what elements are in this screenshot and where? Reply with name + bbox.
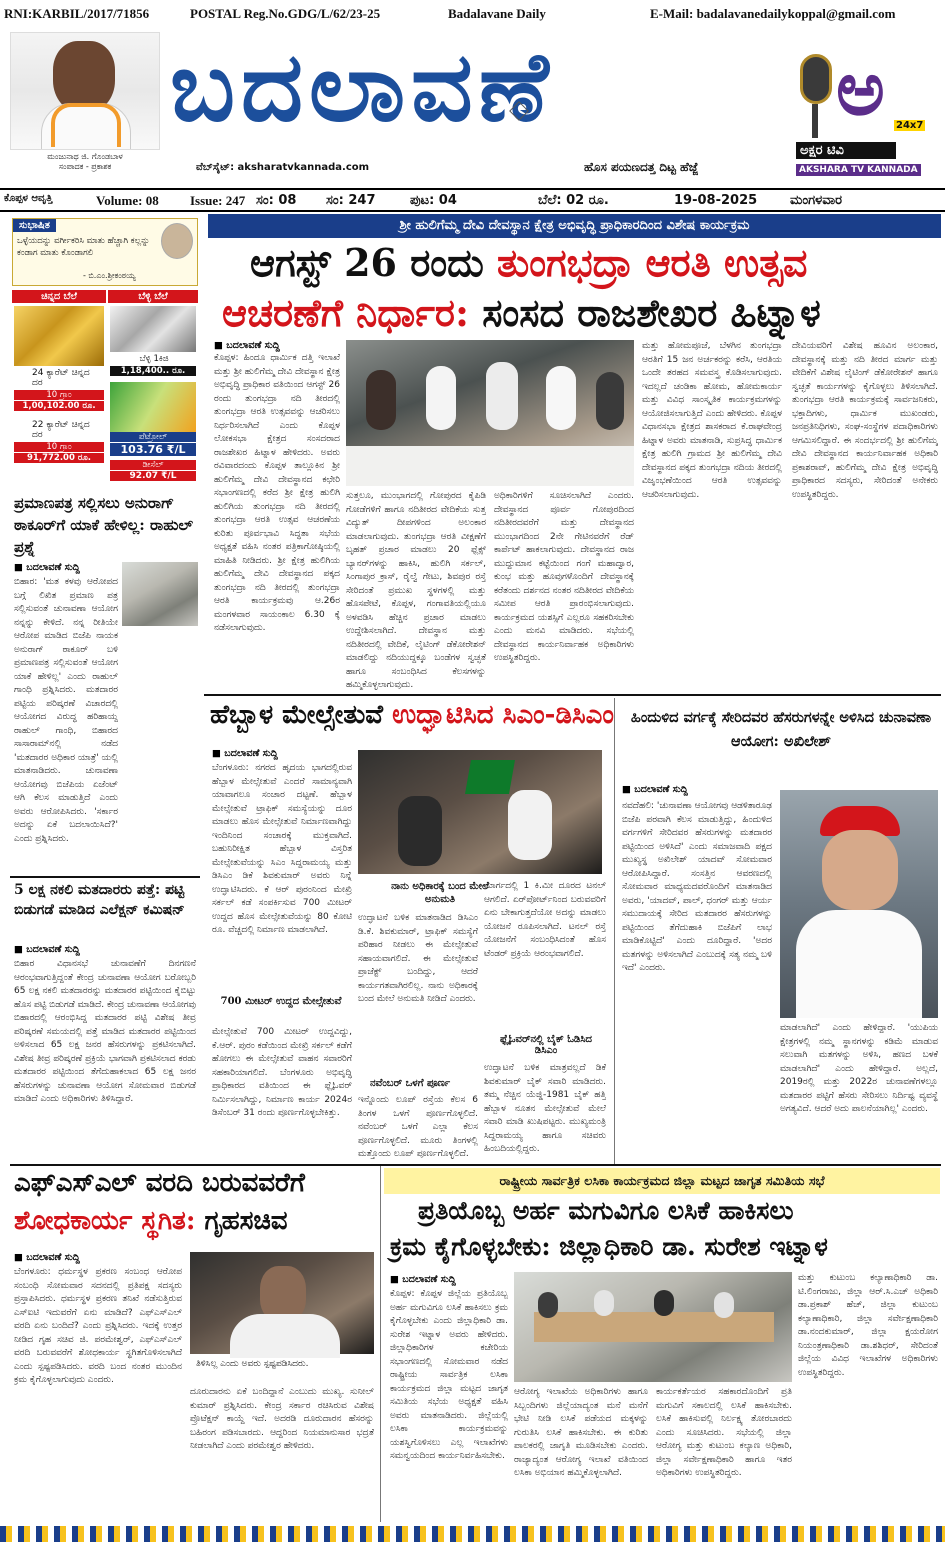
diesel-label: ಡೀಸೆಲ್: [110, 460, 196, 470]
fsl-caption: ತಿಳಿಸಿಲ್ಲ ಎಂದು ಅವರು ಸ್ಪಷ್ಟಪಡಿಸಿದರು.: [196, 1359, 309, 1369]
lead-headline-1: [250, 240, 807, 286]
sam-2: ಸಂ: 247: [326, 193, 376, 208]
hebbal-headline-b: ಉದ್ಘಾಟಿಸಿದ ಸಿಎಂ-ಡಿಸಿಎಂ: [392, 700, 614, 730]
gold22-qty: 10 ಗ್ರಾಂ: [14, 442, 104, 452]
fsl-headline-2: [14, 1206, 288, 1237]
email: E-Mail: badalavanedailykoppal@gmail.com: [650, 6, 896, 21]
hebbal-col1: ಬೆಂಗಳೂರು: ನಗರದ ಹೃದಯ ಭಾಗದಲ್ಲಿರುವ ಹೆಬ್ಬಾಳ ಮೇಲ್ಸೇತುವೆ ಎಂದರೆ ಸಾಮಾನ್ಯವಾಗಿ ಯಾವಾಗಲೂ ಸಂಚಾರ ದಟ್ಟಣೆ. ಹೆಬ್ಬಾಳ ಮೇಲ್ಸೇತುವೆ ಟ್ರಾಫಿಕ್ ಸಮಸ್ಯೆಯನ್ನು ದೂರ ಮಾಡಲು ಹೊಸ ಮೇಲ್ಸೇತುವೆ ನಿರ್ಮಾಣವಾಗಿದ್ದು ಇಂದಿನಿಂದ ಸಂಚಾರಕ್ಕೆ ಮುಕ್ತವಾಗಿದೆ. ಬಹುನಿರೀಕ್ಷಿತ ಹೆಬ್ಬಾಳ ವಿಸ್ತರಿತ ಮೇಲ್ಸೇತುವೆಯನ್ನು ಸಿಎಂ ಸಿದ್ದರಾಮಯ್ಯ ಮತ್ತು ಡಿಸಿಎಂ ಡಿಕೆ ಶಿವಕುಮಾರ್ ಅವರು ನಿನ್ನೆ ಉದ್ಘಾಟಿಸಿದರು. ಕೆ ಆರ್ ಪುರಂನಿಂದ ಮೇಖ್ರಿ ಸರ್ಕಲ್ ಕಡೆ ಸಂಪರ್ಕಿಸುವ 700 ಮೀಟರ್ ಉದ್ದದ ಹೊಸ ಮೇಲ್ಸೇತುವೆಯನ್ನು 80 ಕೋಟಿ ರೂ. ವೆಚ್ಚದಲ್ಲಿ ನಿರ್ಮಾಣ ಮಾಡಲಾಗಿದೆ.: [212, 763, 352, 935]
hebbal-headline-a: ಹೆಬ್ಬಾಳ ಮೇಲ್ಸೇತುವೆ: [210, 700, 384, 730]
akhilesh-headline: ಹಿಂದುಳಿದ ವರ್ಗಕ್ಕೆ ಸೇರಿದವರ ಹೆಸರುಗಳನ್ನೇ ಅಳಿಸಿದ ಚುನಾವಣಾ ಆಯೋಗ: ಅಖಿಲೇಶ್: [630, 709, 932, 750]
tv-label: ಅಕ್ಷರ ಟಿವಿ: [796, 142, 896, 159]
rni-number: RNI:KARBIL/2017/71856: [4, 6, 150, 21]
hebbal-col3b: ಉದ್ಘಾಟನೆ ಬಳಿಕ ಮಾತ್ರವಲ್ಲದೆ ಡಿಕೆ ಶಿವಕುಮಾರ್ ಬೈಕ್ ಸವಾರಿ ಮಾಡಿದರು. ತಮ್ಮ ನೆಚ್ಚಿನ ಯೆಜ್ಡಿ-1981 ಬೈಕ್ ಹತ್ತಿ ಹೆಬ್ಬಾಳ ನೂತನ ಮೇಲ್ಸೇತುವೆ ಮೇಲೆ ಸವಾರಿ ಮಾಡಿ ಖುಷಿಪಟ್ಟರು. ಮುಖ್ಯಮಂತ್ರಿ ಸಿದ್ದರಾಮಯ್ಯ ಹಾಗೂ ಸಚಿವರು ಹಿಂಬದಿಯಲ್ಲಿದ್ದರು.: [484, 1063, 606, 1154]
subhashita-text: ಒಳ್ಳೆಯದನ್ನು ವರ್ಗೀಕರಿಸಿ ಮಾತು ಹೆಚ್ಚಾಗಿ ಕಲ್ಲನ್ನು ಕಂಡಾಗ ಮಾತು ಕೊಂಡಾಗಲಿ: [17, 236, 150, 258]
petrol-price: 103.76 ₹/L: [110, 443, 196, 456]
paper-english-name: Badalavane Daily: [448, 6, 546, 21]
fsl-photo: [190, 1252, 374, 1354]
gold24-qty: 10 ಗ್ರಾಂ: [14, 390, 104, 400]
silver-price: 1,18,400.. ರೂ.: [110, 366, 196, 376]
subhashita-box: [12, 218, 198, 286]
date: 19-08-2025: [674, 193, 758, 208]
fsl-byline: ■ ಬದಲಾವಣೆ ಸುದ್ದಿ: [14, 1252, 80, 1263]
hebbal-caption: ನಾನು ಅಧಿಕಾರಕ್ಕೆ ಬಂದ ಮೇಲೆ ಅನುಮತಿ: [391, 881, 489, 905]
day: ಮಂಗಳವಾರ: [790, 193, 843, 208]
lead-col2: ಸುತ್ತಲೂ, ಮುಂಭಾಗದಲ್ಲಿ ಗೋಪುರದ ಕೈಪಿಡಿ ಗೋಡೆಗಳಿಗೆ ಹಾಗೂ ನದಿತೀರದ ವೇದಿಕೆಯ ಸುತ್ತ ವಿದ್ಯುತ್ ದೀಪಗಳಿಂದ ಅಲಂಕಾರ ಮಾಡಲಾಗುವುದು. ತುಂಗಭದ್ರಾ ಆರತಿ ವೀಕ್ಷಣೆಗೆ ಬೃಹತ್ ಪ್ರಚಾರ ಮಾಡಲು 20 ಫ್ಲೆಕ್ಸ್ ಬ್ಯಾನರ್‌ಗಳನ್ನು ಹಾಕಿಸಿ, ಹುಲಿಗಿ ಸರ್ಕಲ್, ಸಿಂಗಾಪುರ ಕ್ರಾಸ್, ರೈಲ್ವೆ ಗೇಟು, ಶಿವಪುರ ರಸ್ತೆ ಸೇರಿದಂತೆ ಪ್ರಮುಖ ಸ್ಥಳಗಳಲ್ಲಿ ಮತ್ತು ಹೊಸಪೇಟೆ, ಕೊಪ್ಪಳ, ಗಂಗಾವತಿಯಲ್ಲಿಯೂ ಅಳವಡಿಸಿ ಹೆಚ್ಚಿನ ಪ್ರಚಾರ ಮಾಡಲು ಉದ್ದೇಶಿಸಲಾಗಿದೆ. ದೇವಸ್ಥಾನ ಮತ್ತು ನದಿತೀರದಲ್ಲಿ ವೇದಿಕೆ, ಲೈಟಿಂಗ್ ಡೆಕೋರೇಶನ್ ಮಾಡಲಿದ್ದು ನದಿಯುದ್ದಕ್ಕೂ ಬಂಡೆಗಳ ಸ್ವಚ್ಛತೆ ಹಾಗೂ ಸಂಬಂಧಿಸಿದ ಕೆಲಸಗಳನ್ನು ಹಮ್ಮಿಕೊಳ್ಳಲಾಗುವುದು.: [346, 491, 486, 690]
lead-photo: [346, 340, 634, 486]
edition: ಕೊಪ್ಪಳ ಆವೃತ್ತಿ: [4, 193, 53, 204]
akshara-tv-logo: [790, 46, 940, 182]
lead-kicker: ಶ್ರೀ ಹುಲಿಗೆಮ್ಮ ದೇವಿ ದೇವಸ್ಥಾನ ಕ್ಷೇತ್ರ ಅಭಿವೃದ್ಧಿ ಪ್ರಾಧಿಕಾರದಿಂದ ವಿಶೇಷ ಕಾರ್ಯಕ್ರಮ: [208, 214, 941, 238]
fsl-vaccine-rule: [380, 1166, 381, 1522]
pages: ಪುಟ: 04: [410, 193, 457, 208]
vaccine-byline: ■ ಬದಲಾವಣೆ ಸುದ್ದಿ: [390, 1274, 456, 1285]
gold-title: ಚಿನ್ನದ ಬೆಲೆ: [12, 290, 106, 303]
fuel-pump-image: [110, 382, 196, 432]
vaccine-col4: ಮತ್ತು ಕುಟುಂಬ ಕಲ್ಯಾಣಾಧಿಕಾರಿ ಡಾ. ಟಿ.ಲಿಂಗರಾಜು, ಜಿಲ್ಲಾ ಆರ್.ಸಿ.ಎಚ್ ಅಧಿಕಾರಿ ಡಾ.ಪ್ರಕಾಶ್ ಹೆಚ್, ಜಿಲ್ಲಾ ಕುಟುಂಬ ಕಲ್ಯಾಣಾಧಿಕಾರಿ, ಜಿಲ್ಲಾ ಸರ್ವೇಕ್ಷಣಾಧಿಕಾರಿ ಡಾ.ನಂದಕುಮಾರ್, ಜಿಲ್ಲಾ ಕ್ಷಯರೋಗ ನಿಯಂತ್ರಣಾಧಿಕಾರಿ ಡಾ.ಶಶಿಧರ್, ಸೇರಿದಂತೆ ಜಿಲ್ಲೆಯ ವಿವಿಧ ಇಲಾಖೆಗಳ ಅಧಿಕಾರಿಗಳು ಉಪಸ್ಥಿತರಿದ್ದರು.: [798, 1273, 938, 1378]
subhashita-title: ಸುಭಾಷಿತ: [13, 219, 56, 232]
hebbal-col2b: ಇನ್ನೊಂದು ಲೂಪ್ ರಸ್ತೆಯ ಕೆಲಸ 6 ತಿಂಗಳ ಒಳಗೆ ಪೂರ್ಣಗೊಳ್ಳಲಿದೆ. ನವೆಂಬರ್ ಒಳಗೆ ಎಲ್ಲಾ ಕೆಲಸ ಪೂರ್ಣಗೊಳ್ಳಲಿದೆ. ಮೂರು ತಿಂಗಳಲ್ಲಿ ಮತ್ತೊಂದು ಲೂಪ್ ಪೂರ್ಣಗೊಳ್ಳಲಿದೆ.: [358, 1095, 478, 1159]
issue-number: Issue: 247: [190, 193, 246, 208]
hebbal-photo: [358, 750, 602, 874]
hebbal-subhead-2: ನವೆಂಬರ್ ಒಳಗೆ ಪೂರ್ಣ: [370, 1078, 451, 1089]
gold24-price: 1,00,102.00 ರೂ.: [14, 401, 104, 411]
hebbal-akhilesh-rule: [614, 698, 615, 1164]
lead-headline-2a: ಆಚರಣೆಗೆ ನಿರ್ಧಾರ:: [222, 290, 470, 335]
editor-caption: ಮಂಜುನಾಥ ಜಿ. ಗೊಂಡಬಾಳ ಸಂಪಾದಕ - ಪ್ರಕಾಶಕ: [47, 152, 123, 171]
sam-1: ಸಂ: 08: [256, 193, 297, 208]
rahul-story: [10, 490, 200, 868]
tv-logo-glyph: ಅ: [836, 46, 885, 132]
fsl-headline-2a: ಶೋಧಕಾರ್ಯ ಸ್ಥಗಿತ:: [14, 1206, 196, 1236]
vaccine-col2: ಆರೋಗ್ಯ ಇಲಾಖೆಯ ಅಧಿಕಾರಿಗಳು ಹಾಗೂ ಸಿಬ್ಬಂದಿಗಳು ಜಿಲ್ಲೆಯಾದ್ಯಂತ ಮನೆ ಮನೆಗೆ ಭೇಟಿ ನೀಡಿ ಲಸಿಕೆ ಪಡೆಯದ ಮಕ್ಕಳನ್ನು ಗುರುತಿಸಿ ಲಸಿಕೆ ಹಾಕಿಸಬೇಕು. ಈ ಕುರಿತು ಪಾಲಕರಲ್ಲಿ ಜಾಗೃತಿ ಮೂಡಿಸಬೇಕು ಎಂದರು. ರಾಜ್ಯಾದ್ಯಂತ ಆರೋಗ್ಯ ಇಲಾಖೆ ವತಿಯಿಂದ ಲಸಿಕಾ ಅಭಿಯಾನ ಹಮ್ಮಿಕೊಳ್ಳಲಾಗಿದೆ.: [514, 1387, 648, 1478]
lead-headline-2: [222, 290, 821, 336]
volume: Volume: 08: [96, 193, 159, 208]
issue-bar: [0, 188, 945, 212]
silver-qty: ಬೆಳ್ಳಿ 1ಕಿಜಿ: [139, 354, 169, 364]
lead-headline-2b: ಸಂಸದ ರಾಜಶೇಖರ ಹಿಟ್ನಾಳ: [482, 290, 821, 335]
akhilesh-photo: [780, 790, 938, 1018]
hebbal-subhead-1: 700 ಮೀಟರ್ ಉದ್ದದ ಮೇಲ್ಸೇತುವೆ: [220, 996, 342, 1007]
akhilesh-text1: ನವದೆಹಲಿ: 'ಚುನಾವಣಾ ಆಯೋಗವು ಆಡಳಿತಾರೂಢ ಬಿಜೆಪಿ ಪರವಾಗಿ ಕೆಲಸ ಮಾಡುತ್ತಿದ್ದು, ಹಿಂದುಳಿದ ವರ್ಗಗಳಿಗೆ ಸೇರಿದವರ ಹೆಸರುಗಳನ್ನು ಮತದಾರರ ಪಟ್ಟಿಯಿಂದ ಅಳಿಸಿದೆ' ಎಂದು ಸಮಾಜವಾದಿ ಪಕ್ಷದ ಮುಖ್ಯಸ್ಥ ಅಖಿಲೇಶ್ ಯಾದವ್ ಸೋಮವಾರ ಆರೋಪಿಸಿದ್ದಾರೆ. ಸಂಸತ್ತಿನ ಆವರಣದಲ್ಲಿ ಸೋಮವಾರ ಮಾಧ್ಯಮದವರೊಂದಿಗೆ ಮಾತನಾಡಿದ ಅವರು, 'ಯಾದವ್, ಪಾಲ್, ಧಂಗರ್ ಮತ್ತು ಆರ್ಯ ಸಮುದಾಯಕ್ಕೆ ಸೇರಿದ ಮತದಾರರ ಹೆಸರುಗಳನ್ನು ಪಟ್ಟಿಯಿಂದ ತೆಗೆದುಹಾಕಿ ಬಿಜೆಪಿಗೆ ಲಾಭ ಮಾಡಿಕೊಟ್ಟಿದೆ' ಎಂದು ದೂರಿದ್ದಾರೆ. 'ಅದರ ಮತಗಳನ್ನು ಅಳಿಸಲಾಗಿದೆ ಎಂಬುದಕ್ಕೆ ಸತ್ಯ ನಮ್ಮ ಬಳಿ ಇದೆ' ಎಂದರು.: [622, 801, 772, 973]
fsl-text: ಬೆಂಗಳೂರು: ಧರ್ಮಸ್ಥಳ ಪ್ರಕರಣ ಸಂಬಂಧ ಆರೋಪ ಸಂಬಂಧಿ ಸೋಮವಾರ ಸದನದಲ್ಲಿ ಪ್ರತಿಪಕ್ಷ ಸದಸ್ಯರು ಪ್ರಸ್ತಾಪಿಸಿದರು. ಧರ್ಮಸ್ಥಳ ಪ್ರಕರಣ ತನಿಖೆ ನಡೆಸುತ್ತಿರುವ ಎಸ್‌ಐಟಿ ಇದುವರೆಗೆ ಏನು ಮಾಡಿದೆ? ಎಫ್‌ಎಸ್‌ಎಲ್ ವರದಿ ಏನು ಬಂದಿದೆ? ಎಂದು ಪ್ರಶ್ನಿಸಿದರು. ಇದಕ್ಕೆ ಉತ್ತರ ನೀಡಿದ ಗೃಹ ಸಚಿವ ಜಿ. ಪರಮೇಶ್ವರ್, ಎಫ್‌ಎಸ್‌ಎಲ್ ವರದಿ ಬರುವವರೆಗೆ ಶೋಧಕಾರ್ಯ ಸ್ಥಗಿತಗೊಳಿಸಲಾಗಿದೆ ಎಂದು ಸ್ಪಷ್ಟಪಡಿಸಿದರು. ವರದಿ ಬಂದ ನಂತರ ಮುಂದಿನ ಕ್ರಮ ಕೈಗೊಳ್ಳಲಾಗುವುದು ಎಂದರು.: [14, 1267, 182, 1385]
gold22-price: 91,772.00 ರೂ.: [14, 453, 104, 463]
petrol-label: ಪೆಟ್ರೋಲ್: [110, 432, 196, 442]
bottom-border-strip: [0, 1526, 945, 1542]
silver-bars-image: [110, 306, 196, 352]
subhashita-author: - ಬಿ.ಎಂ.ಶ್ರೀಕಂಠಯ್ಯ: [83, 271, 136, 280]
hebbal-col2: ಉದ್ಘಾಟನೆ ಬಳಿಕ ಮಾತನಾಡಿದ ಡಿಸಿಎಂ ಡಿ.ಕೆ. ಶಿವಕುಮಾರ್, ಟ್ರಾಫಿಕ್ ಸಮಸ್ಯೆಗೆ ಪರಿಹಾರ ನೀಡಲು ಈ ಮೇಲ್ಸೇತುವೆ ಸಹಾಯವಾಗಲಿದೆ. ಈ ಮೇಲ್ಸೇತುವೆ ಪ್ರಾಜೆಕ್ಟ್ ಬಂದಿದ್ದು, ಆದರೆ ಕಾರ್ಯಗತವಾಗಿರಲಿಲ್ಲ. ನಾನು ಅಧಿಕಾರಕ್ಕೆ ಬಂದ ಮೇಲೆ ಅನುಮತಿ ನೀಡಿದೆ ಎಂದರು.: [358, 913, 478, 1004]
fake-voters-text: ಬಿಹಾರ ವಿಧಾನಸಭೆ ಚುನಾವಣೆಗೆ ದಿನಗಣನೆ ಆರಂಭವಾಗುತ್ತಿದ್ದಂತೆ ಕೇಂದ್ರ ಚುನಾವಣಾ ಆಯೋಗ ಬರೋಬ್ಬರಿ 65 ಲಕ್ಷ ನಕಲಿ ಮತದಾರರನ್ನು ಮತದಾರರ ಪಟ್ಟಿಯಿಂದ ಕೈಬಿಟ್ಟು ಹೊಸ ಪಟ್ಟಿ ಬಿಡುಗಡೆ ಮಾಡಿದೆ. ಕೇಂದ್ರ ಚುನಾವಣಾ ಆಯೋಗವು ಬಿಹಾರದಲ್ಲಿ ಆರಂಭಿಸಿದ್ದ ಮತದಾರರ ಪಟ್ಟಿ ವಿಶೇಷ ತೀವ್ರ ಪರಿಷ್ಕರಣೆ ಸಮಯದಲ್ಲಿ ಪತ್ತೆ ಮಾಡಿದ ಮತದಾರರ ಪಟ್ಟಿಯಿಂದ ಅಳಿಸಲಾದ 65 ಲಕ್ಷ ಜನರ ಹೆಸರುಗಳನ್ನು ಪ್ರಕಟಿಸಲಾಗಿದೆ. ವಿಶೇಷ ತೀವ್ರ ಪರಿಷ್ಕರಣೆ ಪ್ರಕ್ರಿಯೆ ಭಾಗವಾಗಿ ಪ್ರಕಟಿಸಲಾದ ಕರಡು ಮತದಾರರ ಪಟ್ಟಿಯಿಂದ ತೆಗೆದುಹಾಕಲಾದ 65 ಲಕ್ಷ ಜನರ ಹೆಸರುಗಳನ್ನು ಚುನಾವಣಾ ಆಯೋಗ ಸೋಮವಾರ ಬಿಡುಗಡೆ ಮಾಡಿದೆ ಎಂದು ಅಧಿಕಾರಿಗಳು ತಿಳಿಸಿದ್ದಾರೆ.: [14, 959, 196, 1104]
gold-bars-image: [14, 306, 104, 366]
editor-photo: [10, 32, 160, 150]
vaccine-kicker: ರಾಷ್ಟ್ರೀಯ ಸಾರ್ವತ್ರಿಕ ಲಸಿಕಾ ಕಾರ್ಯಕ್ರಮದ ಜಿಲ್ಲಾ ಮಟ್ಟದ ಜಾಗೃತ ಸಮಿತಿಯ ಸಭೆ: [384, 1168, 940, 1194]
postal-reg: POSTAL Reg.No.GDG/L/62/23-25: [190, 6, 381, 21]
fsl-text2: ದೂರುದಾರನು ಏಕೆ ಬಂದಿದ್ದಾನೆ ಎಂಬುದು ಮುಖ್ಯ. ಸುನೀಲ್ ಕುಮಾರ್ ಪ್ರಶ್ನಿಸಿದರು. ಕೇಂದ್ರ ಸರ್ಕಾರ ರಚಿಸಿರುವ ವಿಶೇಷ ಪ್ರೊಟೆಕ್ಷನ್ ಕಾಯ್ದೆ ಇದೆ. ಅದರಡಿ ದೂರುದಾರನ ಹೆಸರನ್ನು ಬಹಿರಂಗ ಪಡಿಸಬಾರದು. ಆದ್ದರಿಂದ ನಿಯಮಾನುಸಾರ ಭದ್ರತೆ ನೀಡಲಾಗಿದೆ ಎಂದು ಪರಮೇಶ್ವರ ಹೇಳಿದರು.: [190, 1387, 374, 1451]
rahul-text: ಬಿಹಾರ: 'ಮತ ಕಳವು ಆರೋಪದ ಬಗ್ಗೆ ಲಿಖಿತ ಪ್ರಮಾಣ ಪತ್ರ ಸಲ್ಲಿಸುವಂತೆ ಚುನಾವಣಾ ಆಯೋಗ ನನ್ನನ್ನು ಕೇಳಿದೆ. ನನ್ನ ರೀತಿಯೇ ಆರೋಪ ಮಾಡಿದ ಬಿಜೆಪಿ ನಾಯಕ ಅನುರಾಗ್ ಠಾಕೂರ್ ಬಳಿ ಪ್ರಮಾಣಪತ್ರ ಸಲ್ಲಿಸುವಂತೆ ಆಯೋಗ ಯಾಕೆ ಹೇಳಿಲ್ಲ' ಎಂದು ರಾಹುಲ್ ಗಾಂಧಿ ಪ್ರಶ್ನಿಸಿದರು. ಮತದಾರರ ಪಟ್ಟಿಯ ಪರಿಷ್ಕರಣೆ ವಿಚಾರದಲ್ಲಿ ಆಯೋಗದ ವಿರುದ್ಧ ಹರಿಹಾಯ್ದ ರಾಹುಲ್ ಗಾಂಧಿ, ಬಿಹಾರದ ಸಾಸಾರಾಮ್‌ನಲ್ಲಿ ನಡೆದ 'ಮತದಾರರ ಅಧಿಕಾರ ಯಾತ್ರೆ' ಯಲ್ಲಿ ಮಾತನಾಡಿದರು. ಚುನಾವಣಾ ಆಯೋಗವು ಬಿಜೆಪಿಯ ಏಜೆಂಟ್ ಆಗಿ ಕೆಲಸ ಮಾಡುತ್ತಿದೆ ಎಂದು ಅವರು ಆರೋಪಿಸಿದರು. 'ಸರ್ಕಾರ ಅದನ್ನು ಏಕೆ ಬದಲಾಯಿಸಿದೆ?' ಎಂದು ಪ್ರಶ್ನಿಸಿದರು.: [14, 577, 118, 844]
hebbal-subhead-3: ಫ್ಲೈಓವರ್‌ನಲ್ಲಿ ಬೈಕ್ ಓಡಿಸಿದ ಡಿಸಿಎಂ: [499, 1034, 593, 1056]
lead-rule: [204, 694, 941, 696]
fake-voters-byline: ■ ಬದಲಾವಣೆ ಸುದ್ದಿ: [14, 944, 80, 955]
gold24-label: 24 ಕ್ಯಾರೆಟ್ ಚಿನ್ನದ ದರ: [32, 368, 90, 388]
tv-english: AKSHARA TV KANNADA: [796, 164, 921, 176]
lead-headline-1b: ತುಂಗಭದ್ರಾ ಆರತಿ ಉತ್ಸವ: [497, 240, 808, 285]
vaccine-photo: [514, 1272, 792, 1382]
rahul-photo: [122, 562, 198, 626]
diesel-price: 92.07 ₹/L: [110, 471, 196, 481]
akhilesh-text2: ಮಾಡಲಾಗಿದೆ' ಎಂದು ಹೇಳಿದ್ದಾರೆ. 'ಯುಪಿಯ ಕ್ಷೇತ್ರಗಳಲ್ಲಿ ನಮ್ಮ ಸ್ಥಾನಗಳನ್ನು ಕಡಿಮೆ ಮಾಡುವ ಸಲುವಾಗಿ ಮತಗಳನ್ನು ಅಳಿಸಿ, ಹಣದ ಬಳಕೆ ಮಾಡಲಾಗಿದೆ' ಎಂದು ಹೇಳಿದ್ದಾರೆ. ಅಲ್ಲದೆ, 2019ರಲ್ಲಿ ಮತ್ತು 2022ರ ಚುನಾವಣೆಗಳಲ್ಲೂ ಮತದಾರರ ಪಟ್ಟಿಗೆ ಹೆಸರು ಸೇರಿಸಲು ನಿರ್ದಿಷ್ಟ ವ್ಯವಸ್ಥೆ ಅಗತ್ಯವಿದೆ. ಆದರೆ ಅದು ಪಾಲನೆಯಾಗಿಲ್ಲ' ಎಂದರು.: [780, 1023, 938, 1114]
lead-col4: ಮತ್ತು ಹೋಮಪೂಜೆ, ಬೆಳಗಿನ ತುಂಗಭದ್ರಾ ಆರತಿಗೆ 15 ಜನ ಅರ್ಚಕರನ್ನು ಕರೆಸಿ, ಆರತಿಯ ಒಂದೇ ತರಹದ ಸಮವಸ್ತ್ರ ಕೊಡಿಸಲಾಗುವುದು. ಇದಲ್ಲದೆ ಚಂಡಿಕಾ ಹೋಮ, ಹೋಮಕಾರ್ಯ ಮತ್ತು ವಿವಿಧ ಸಾಂಸ್ಕೃತಿಕ ಕಾರ್ಯಕ್ರಮಗಳನ್ನು ಆಯೋಜಿಸಲಾಗುತ್ತಿದೆ ಎಂದು ಹೇಳಿದರು. ಕೊಪ್ಪಳ ವಿಧಾನಸಭಾ ಕ್ಷೇತ್ರದ ಶಾಸಕರಾದ ಕೆ.ರಾಘವೇಂದ್ರ ಹಿಟ್ನಾಳ ಅವರು ಮಾತನಾಡಿ, ಸುಪ್ರಸಿದ್ಧ ಧಾರ್ಮಿಕ ಕ್ಷೇತ್ರ ಹುಲಿಗಿ ಗ್ರಾಮದ ಶ್ರೀ ಹುಲಿಗೆಮ್ಮ ದೇವಿ ದೇವಸ್ಥಾನದ ಪಕ್ಕದ ತುಂಗಭದ್ರಾ ನದಿಯ ತೀರದಲ್ಲಿ ವಿಜೃಂಭಣೆಯಿಂದ ಆರತಿ ಉತ್ಸವವನ್ನು ಆಚರಿಸಲಾಗುವುದು.: [642, 341, 782, 500]
price: ಬೆಲೆ: 02 ರೂ.: [538, 193, 609, 208]
vaccine-headline-2: ಕ್ರಮ ಕೈಗೊಳ್ಳಬೇಕು: ಜಿಲ್ಲಾಧಿಕಾರಿ ಡಾ. ಸುರೇಶ ಇಟ್ನಾಳ: [390, 1232, 828, 1261]
hebbal-headline: [210, 700, 614, 731]
lead-headline-1a: ಆಗಸ್ಟ್ 26 ರಂದು: [250, 240, 484, 285]
silver-title: ಬೆಳ್ಳಿ ಬೆಲೆ: [108, 290, 198, 303]
lower-rule: [10, 1164, 941, 1166]
lead-col1: ಕೊಪ್ಪಳ: ಹಿಂದೂ ಧಾರ್ಮಿಕ ದತ್ತಿ ಇಲಾಖೆ ಮತ್ತು ಶ್ರೀ ಹುಲಿಗೆಮ್ಮ ದೇವಿ ದೇವಸ್ಥಾನ ಕ್ಷೇತ್ರ ಅಭಿವೃದ್ಧಿ ಪ್ರಾಧಿಕಾರ ವತಿಯಿಂದ ಆಗಸ್ಟ್ 26 ರಂದು ತುಂಗಭದ್ರಾ ನದಿ ತೀರದಲ್ಲಿ ತುಂಗಭದ್ರಾ ಆರತಿ ಉತ್ಸವವನ್ನು ಆಚರಿಸಲು ನಿರ್ಧರಿಸಲಾಗಿದೆ ಎಂದು ಕೊಪ್ಪಳ ಲೋಕಸಭಾ ಕ್ಷೇತ್ರದ ಸಂಸದರಾದ ರಾಜಶೇಖರ ಹಿಟ್ನಾಳ ಹೇಳಿದರು. ಅವರು ರವಿವಾರದಂದು ಕೊಪ್ಪಳ ತಾಲ್ಲೂಕಿನ ಶ್ರೀ ಹುಲಿಗೆಮ್ಮ ದೇವಿ ದೇವಸ್ಥಾನದ ಕಛೇರಿ ಸಭಾಂಗಣದಲ್ಲಿ ಕರೆದ ಶ್ರೀ ಕ್ಷೇತ್ರ ಹುಲಿಗಿ ಹುಲಿಗಿಯ ತುಂಗಭದ್ರಾ ನದಿ ತೀರದಲ್ಲಿ ತುಂಗಭದ್ರಾ ಆರತಿ ಉತ್ಸವ ಆಚರಣೆಯ ಕುರಿತು ಪೂರ್ವಭಾವಿ ಸಿದ್ಧತಾ ಸಭೆಯ ಅಧ್ಯಕ್ಷತೆ ವಹಿಸಿ ನಂತರ ಪತ್ರಿಕಾಗೋಷ್ಠಿಯಲ್ಲಿ ಮಾಹಿತಿ ನೀಡಿದರು. ಶ್ರೀ ಕ್ಷೇತ್ರ ಹುಲಿಗಿಯ ಹುಲಿಗೆಮ್ಮ ದೇವಿ ದೇವಸ್ಥಾನದ ಪಕ್ಕದ ತುಂಗಭದ್ರಾ ನದಿ ತೀರದಲ್ಲಿ ತುಂಗಭದ್ರಾ ಆರತಿ ಕಾರ್ಯಕ್ರಮವು ಆ.26ರ ಮಂಗಳವಾರ ಸಾಯಂಕಾಲ 6.30 ಕ್ಕೆ ನಡೆಸಲಾಗುವುದು.: [214, 353, 340, 633]
lead-col5: ದೇವಿಯವರಿಗೆ ವಿಶೇಷ ಹೂವಿನ ಅಲಂಕಾರ, ದೇವಸ್ಥಾನಕ್ಕೆ ಮತ್ತು ನದಿ ತೀರದ ಮಾರ್ಗ ಮತ್ತು ವೇದಿಕೆಗೆ ವಿಶೇಷ ಲೈಟಿಂಗ್ ಡೆಕೋರೇಶನ್ ಹಾಗೂ ಸ್ವಚ್ಛತೆ ಕಾರ್ಯಗಳನ್ನು ಕೈಗೊಳ್ಳಲು ತಿಳಿಸಲಾಗಿದೆ. ತುಂಗಭದ್ರಾ ಆರತಿ ಕಾರ್ಯಕ್ರಮಕ್ಕೆ ಸಾರ್ವಜನಿಕರು, ಭಕ್ತಾದಿಗಳು, ಧಾರ್ಮಿಕ ಮುಖಂಡರು, ಜನಪ್ರತಿನಿಧಿಗಳು, ಸಂಘ-ಸಂಸ್ಥೆಗಳ ಪದಾಧಿಕಾರಿಗಳು ಆಗಮಿಸಲಿದ್ದಾರೆ. ಈ ಸಂದರ್ಭದಲ್ಲಿ ಶ್ರೀ ಹುಲಿಗೆಮ್ಮ ದೇವಿ ದೇವಸ್ಥಾನದ ಕಾರ್ಯನಿರ್ವಾಹಕ ಅಧಿಕಾರಿ ಪ್ರಕಾಶರಾವ್, ಹುಲಿಗೆಮ್ಮ ದೇವಿ ಕ್ಷೇತ್ರ ಅಭಿವೃದ್ಧಿ ಪ್ರಾಧಿಕಾರದ ಸದಸ್ಯರು, ಸೇರಿದಂತೆ ಅನೇಕರು ಉಪಸ್ಥಿತರಿದ್ದರು.: [792, 341, 938, 500]
vaccine-headline-1: ಪ್ರತಿಯೊಬ್ಬ ಅರ್ಹ ಮಗುವಿಗೂ ಲಸಿಕೆ ಹಾಕಿಸಲು: [418, 1196, 794, 1225]
lead-col3: ಅಧಿಕಾರಿಗಳಿಗೆ ಸೂಚಿಸಲಾಗಿದೆ ಎಂದರು. ದೇವಸ್ಥಾನದ ಪೂರ್ವ ಗೋಪುರದಿಂದ ನದಿತೀರದವರೆಗೆ ಮತ್ತು ದೇವಸ್ಥಾನದ ಮುಂಭಾಗದಿಂದ 2ನೇ ಗೇಟಿನವರೆಗೆ ರೆಡ್ ಕಾರ್ಪೆಟ್ ಹಾಕಲಾಗುವುದು. ದೇವಸ್ಥಾನದ ರಾಜ ಮುದ್ದುಮಾನ ಕಟ್ಟೆಯಿಂದ ಗಂಗೆ ಮಹಾದ್ವಾರ, ಕುಂಭ ಮತ್ತು ಹೂವುಗಳೊಂದಿಗೆ ದೇವಸ್ಥಾನಕ್ಕೆ ಕರೆತಂದು ದರ್ಶನದ ನಂತರ ನದಿತೀರದ ವೇದಿಕೆಯ ಸಮೀಪ ಆರತಿ ಪ್ರಾರಂಭಿಸಲಾಗುವುದು. ಕಾರ್ಯಕ್ರಮದ ಯಶಸ್ಸಿಗೆ ಎಲ್ಲರೂ ಸಹಕರಿಸಬೇಕು ಎಂದು ಮನವಿ ಮಾಡಿದರು. ಸಭೆಯಲ್ಲಿ ದೇವಸ್ಥಾನದ ಕಾರ್ಯನಿರ್ವಾಹಕ ಅಧಿಕಾರಿಗಳು ಉಪಸ್ಥಿತರಿದ್ದರು.: [494, 491, 634, 663]
tv-mic-icon: [800, 54, 832, 104]
tv-247: 24x7: [896, 120, 924, 131]
hebbal-byline: ■ ಬದಲಾವಣೆ ಸುದ್ದಿ: [212, 748, 278, 759]
akhilesh-byline: ■ ಬದಲಾವಣೆ ಸುದ್ದಿ: [622, 784, 688, 795]
masthead-title: ಬದಲಾವಣೆ: [170, 30, 555, 143]
rates-box: [12, 290, 198, 486]
lead-byline: ■ ಬದಲಾವಣೆ ಸುದ್ದಿ: [214, 340, 280, 351]
vaccine-col3: ಕಾರ್ಯಕರ್ತೆಯರ ಸಹಕಾರದೊಂದಿಗೆ ಪ್ರತಿ ಮಗುವಿಗೆ ಸಕಾಲದಲ್ಲಿ ಲಸಿಕೆ ಹಾಕಿಸಬೇಕು. ಲಸಿಕೆ ಹಾಕಿಸುವಲ್ಲಿ ನಿರ್ಲಕ್ಷ್ಯ ತೋರಬಾರದು ಎಂದು ಸೂಚಿಸಿದರು. ಸಭೆಯಲ್ಲಿ ಜಿಲ್ಲಾ ಆರೋಗ್ಯ ಮತ್ತು ಕುಟುಂಬ ಕಲ್ಯಾಣ ಅಧಿಕಾರಿ, ಜಿಲ್ಲಾ ಸರ್ವೇಕ್ಷಣಾಧಿಕಾರಿ ಹಾಗೂ ಇತರ ಅಧಿಕಾರಿಗಳು ಉಪಸ್ಥಿತರಿದ್ದರು.: [656, 1387, 792, 1478]
rahul-byline: ■ ಬದಲಾವಣೆ ಸುದ್ದಿ: [14, 562, 80, 573]
fsl-headline-2b: ಗೃಹಸಚಿವ: [204, 1206, 288, 1236]
hebbal-col3: ಮಾರ್ಗದಲ್ಲಿ 1 ಕಿ.ಮೀ ದೂರದ ಟನಲ್ ಆಗಲಿದೆ. ಏರ್‌ಪೋರ್ಟ್‌ನಿಂದ ಬರುವವರಿಗೆ ಏನು ಬೇಕಾಗುತ್ತದೆಯೋ ಅದನ್ನು ಮಾಡಲು ಯೋಜನೆ ರೂಪಿಸಲಾಗಿದೆ. ಟನಲ್ ರಸ್ತೆ ಯೋಜನೆಗೆ ಸಂಬಂಧಿಸಿದಂತೆ ಹೊಸ ಟೆಂಡರ್ ಪ್ರಕ್ರಿಯೆ ಆರಂಭವಾಗಲಿದೆ.: [484, 881, 606, 959]
website-line: ವೆಬ್‌ಸೈಟ್: aksharatvkannada.com: [196, 162, 370, 173]
gold22-label: 22 ಕ್ಯಾರೆಟ್ ಚಿನ್ನದ ದರ: [32, 420, 90, 440]
author-portrait: [161, 223, 193, 259]
vaccine-col1: ಕೊಪ್ಪಳ: ಕೊಪ್ಪಳ ಜಿಲ್ಲೆಯ ಪ್ರತಿಯೊಬ್ಬ ಅರ್ಹ ಮಗುವಿಗೂ ಲಸಿಕೆ ಹಾಕಿಸಲು ಕ್ರಮ ಕೈಗೊಳ್ಳಬೇಕು ಎಂದು ಜಿಲ್ಲಾಧಿಕಾರಿ ಡಾ. ಸುರೇಶ ಇಟ್ನಾಳ ಅವರು ಹೇಳಿದರು. ಜಿಲ್ಲಾಧಿಕಾರಿಗಳ ಕಚೇರಿಯ ಸಭಾಂಗಣದಲ್ಲಿ ಸೋಮವಾರ ನಡೆದ ರಾಷ್ಟ್ರೀಯ ಸಾರ್ವತ್ರಿಕ ಲಸಿಕಾ ಕಾರ್ಯಕ್ರಮದ ಜಿಲ್ಲಾ ಮಟ್ಟದ ಜಾಗೃತ ಸಮಿತಿಯ ಸಭೆಯ ಅಧ್ಯಕ್ಷತೆ ವಹಿಸಿ ಅವರು ಮಾತನಾಡಿದರು. ಜಿಲ್ಲೆಯಲ್ಲಿ ಲಸಿಕಾ ಕಾರ್ಯಕ್ರಮವನ್ನು ಯಶಸ್ವಿಗೊಳಿಸಲು ಎಲ್ಲ ಇಲಾಖೆಗಳು ಸಮನ್ವಯದಿಂದ ಕಾರ್ಯನಿರ್ವಹಿಸಬೇಕು.: [390, 1289, 508, 1461]
rahul-headline: ಪ್ರಮಾಣಪತ್ರ ಸಲ್ಲಿಸಲು ಅನುರಾಗ್ ಠಾಕೂರ್‌ಗೆ ಯಾಕೆ ಹೇಳಿಲ್ಲ: ರಾಹುಲ್ ಪ್ರಶ್ನೆ: [14, 494, 193, 556]
fsl-headline-1: ಎಫ್‌ಎಸ್‌ಎಲ್ ವರದಿ ಬರುವವರೆಗೆ: [14, 1168, 305, 1198]
fake-voters-story: [10, 876, 200, 1166]
fake-voters-headline: 5 ಲಕ್ಷ ನಕಲಿ ಮತದಾರರು ಪತ್ತೆ: ಪಟ್ಟಿ ಬಿಡುಗಡೆ ಮಾಡಿದ ಎಲೆಕ್ಷನ್ ಕಮಿಷನ್: [14, 882, 185, 918]
tagline: ಹೊಸ ಪಯಣದತ್ತ ದಿಟ್ಟ ಹೆಜ್ಜೆ: [584, 160, 699, 174]
hebbal-col1b: ಮೇಲ್ಸೇತುವೆ 700 ಮೀಟರ್ ಉದ್ದವಿದ್ದು, ಕೆ.ಆರ್. ಪುರಂ ಕಡೆಯಿಂದ ಮೇಖ್ರಿ ಸರ್ಕಲ್ ಕಡೆಗೆ ಹೋಗಲು ಈ ಮೇಲ್ಸೇತುವೆ ವಾಹನ ಸವಾರರಿಗೆ ಸಹಕಾರಿಯಾಗಲಿದೆ. ಬೆಂಗಳೂರು ಅಭಿವೃದ್ಧಿ ಪ್ರಾಧಿಕಾರದ ವತಿಯಿಂದ ಈ ಫ್ಲೈಓವರ್ ನಿರ್ಮಿಸಲಾಗಿದ್ದು, ನಿರ್ಮಾಣ ಕಾರ್ಯ 2024ರ ಡಿಸೆಂಬರ್ 31 ರಂದು ಪೂರ್ಣಗೊಳ್ಳಬೇಕಿತ್ತು.: [212, 1027, 352, 1118]
